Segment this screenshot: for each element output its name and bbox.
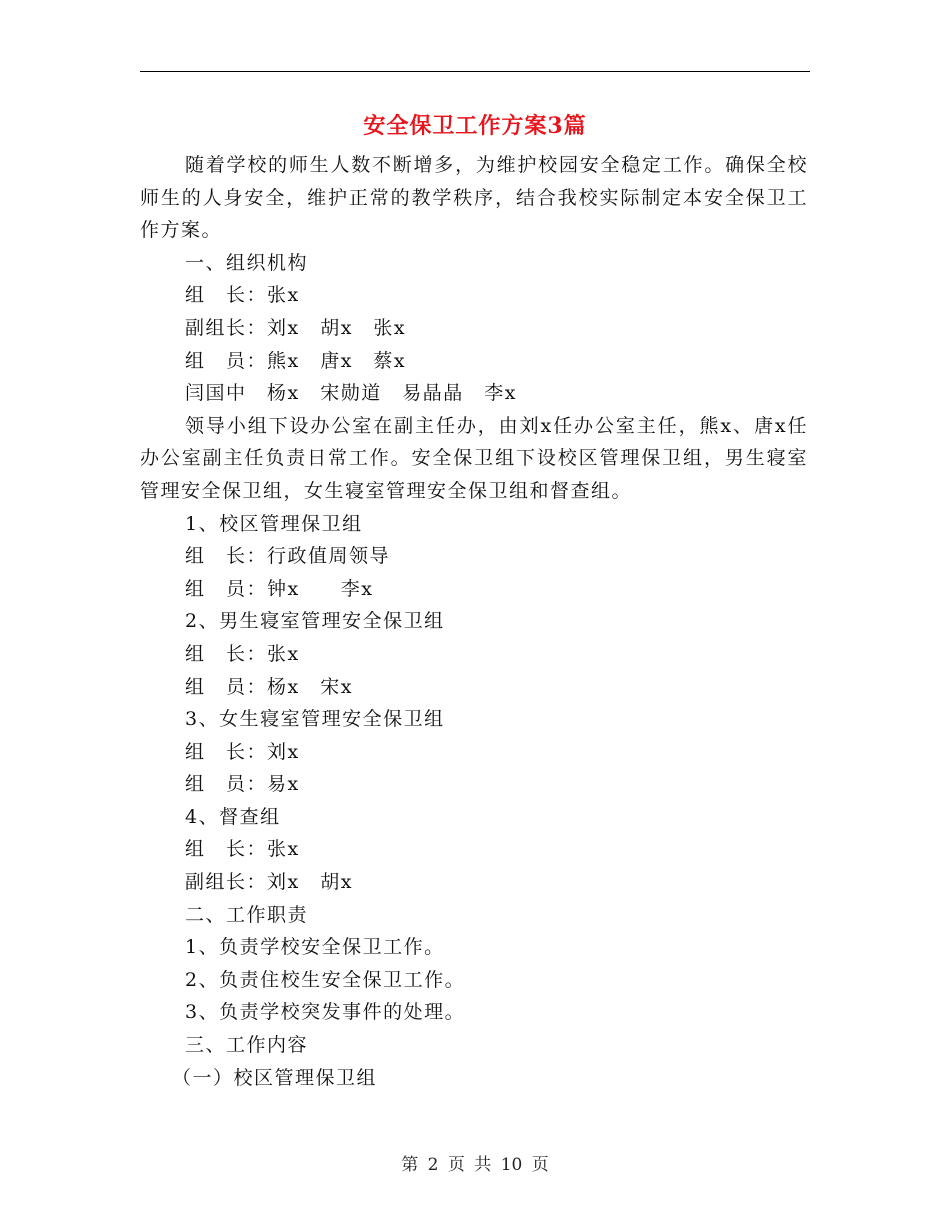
girls-dorm-leader-line: 组 长：刘x xyxy=(185,740,300,763)
boys-dorm-members-line: 组 员：杨x 宋x xyxy=(185,675,353,698)
supervision-leader-line: 组 长：张x xyxy=(185,838,300,861)
section-heading-duties: 二、工作职责 xyxy=(185,903,309,926)
girls-dorm-members-line: 组 员：易x xyxy=(185,773,300,796)
document-body xyxy=(140,149,808,1094)
campus-leader-line: 组 长：行政值周领导 xyxy=(185,545,391,568)
group-heading-boys-dorm: 2、男生寝室管理安全保卫组 xyxy=(185,610,445,633)
duty-item-2: 2、负责住校生安全保卫工作。 xyxy=(185,968,466,991)
members-line: 组 员：熊x 唐x 蔡x xyxy=(185,349,407,372)
members-continued-line: 闫国中 杨x 宋勋道 易晶晶 李x xyxy=(185,382,517,405)
boys-dorm-leader-line: 组 长：张x xyxy=(185,642,300,665)
supervision-deputy-line: 副组长：刘x 胡x xyxy=(185,871,353,894)
duty-item-3: 3、负责学校突发事件的处理。 xyxy=(185,1001,466,1024)
group-heading-campus: 1、校区管理保卫组 xyxy=(185,512,363,535)
section-heading-content: 三、工作内容 xyxy=(185,1034,309,1057)
deputy-leader-line: 副组长：刘x 胡x 张x xyxy=(185,316,407,339)
page-number-footer: 第 2 页 共 10 页 xyxy=(401,1155,549,1175)
intro-paragraph: 随着学校的师生人数不断增多，为维护校园安全稳定工作。确保全校师生的人身安全，维护正常的教学秩序，结合我校实际制定本安全保卫工作方案。 xyxy=(140,154,808,242)
campus-members-line: 组 员：钟x 李x xyxy=(185,577,374,600)
group-heading-supervision: 4、督查组 xyxy=(185,805,281,828)
office-paragraph: 领导小组下设办公室在副主任办，由刘x任办公室主任，熊x、唐x任办公室副主任负责日常工作。安全保卫组下设校区管理保卫组，男生寝室管理安全保卫组，女生寝室管理安全保卫组和督查组。 xyxy=(140,414,808,502)
group-heading-girls-dorm: 3、女生寝室管理安全保卫组 xyxy=(185,708,445,731)
duty-item-1: 1、负责学校安全保卫工作。 xyxy=(185,936,445,959)
header-rule xyxy=(140,71,810,72)
document-title: 安全保卫工作方案3篇 xyxy=(363,113,587,139)
leader-line: 组 长：张x xyxy=(185,284,300,307)
section-heading-organization: 一、组织机构 xyxy=(185,251,309,274)
subsection-heading-campus: （一）校区管理保卫组 xyxy=(172,1066,378,1089)
